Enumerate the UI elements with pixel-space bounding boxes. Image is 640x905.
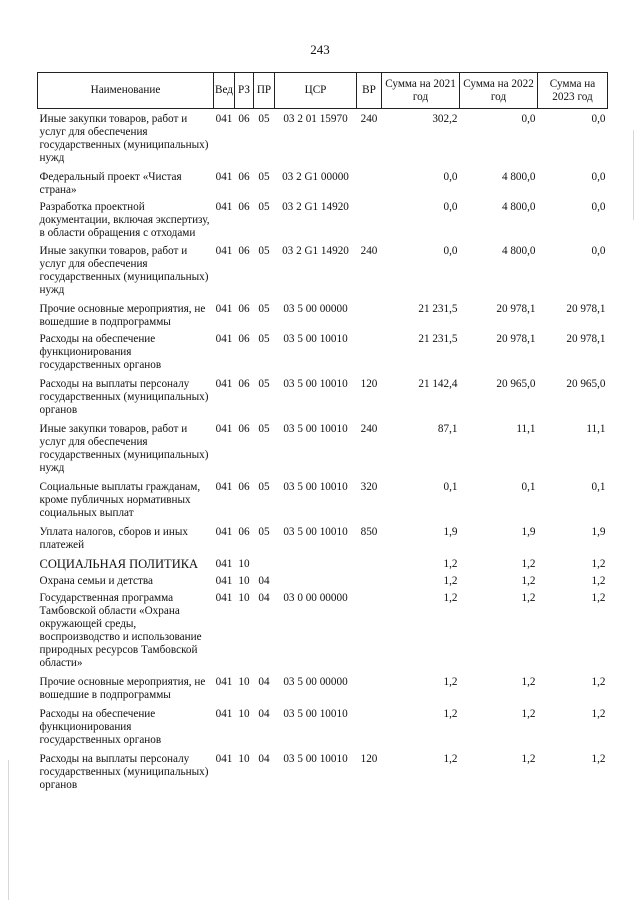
table-row: [38, 417, 608, 475]
row-vr: [357, 297, 382, 329]
row-rz: 06: [238, 481, 250, 493]
row-sum2022: 0,1: [521, 481, 536, 493]
table-row: [38, 165, 608, 197]
row-vr: 240: [360, 113, 378, 125]
row-csr: 03 5 00 10010: [283, 526, 348, 538]
row-ved: 041: [215, 526, 233, 538]
table-row: [38, 520, 608, 552]
row-ved: 041: [215, 708, 233, 720]
row-rz: 06: [238, 113, 250, 125]
table-row: [38, 372, 608, 417]
row-pr: 05: [258, 481, 270, 493]
col-sum2023-header: Сумма на 2023 год: [538, 73, 608, 109]
row-name: Иные закупки товаров, работ и услуг для обеспечения государственных (муниципальных) нужд: [39, 113, 209, 164]
row-pr: 05: [258, 171, 270, 183]
table-header: [38, 73, 608, 109]
table-row: [38, 702, 608, 747]
row-vr: 850: [360, 526, 378, 538]
row-name: Разработка проектной документации, включая экспертизу, в области обращения с отходами: [39, 201, 210, 239]
row-pr: 05: [258, 113, 270, 125]
row-sum2023: 1,2: [591, 676, 606, 688]
row-pr: 05: [258, 333, 270, 345]
row-name: Охрана семьи и детства: [39, 575, 153, 587]
col-csr-header: ЦСР: [275, 73, 357, 109]
margin-mark-top: [633, 130, 634, 220]
row-sum2023: 0,0: [591, 113, 606, 125]
table-row: [38, 552, 608, 571]
row-ved: 041: [215, 333, 233, 345]
table-row: [38, 109, 608, 166]
table-row: [38, 297, 608, 329]
row-pr: 05: [258, 378, 270, 390]
row-sum2022: 0,0: [521, 113, 536, 125]
row-pr: 04: [258, 575, 270, 587]
row-sum2021: 0,0: [443, 171, 458, 183]
row-sum2022: 4 800,0: [501, 201, 536, 213]
table-row: [38, 571, 608, 588]
row-vr: [357, 702, 382, 747]
row-ved: 041: [215, 113, 233, 125]
row-sum2022: 20 978,1: [496, 303, 536, 315]
row-vr: [357, 588, 382, 670]
row-name: Иные закупки товаров, работ и услуг для обеспечения государственных (муниципальных) нужд: [39, 245, 209, 296]
row-ved: 041: [215, 481, 233, 493]
row-sum2021: 302,2: [432, 113, 458, 125]
row-sum2023: 0,0: [591, 171, 606, 183]
row-csr: [275, 552, 357, 571]
row-sum2022: 1,2: [521, 575, 536, 587]
row-sum2023: 20 965,0: [566, 378, 606, 390]
row-name: Социальные выплаты гражданам, кроме публичных нормативных социальных выплат: [39, 481, 201, 519]
row-sum2021: 0,1: [443, 481, 458, 493]
row-name: Прочие основные мероприятия, не вошедшие в подпрограммы: [39, 303, 206, 328]
row-vr: [357, 670, 382, 702]
table-row: [38, 588, 608, 670]
row-sum2021: 1,9: [443, 526, 458, 538]
row-name: СОЦИАЛЬНАЯ ПОЛИТИКА: [39, 557, 199, 571]
row-sum2021: 1,2: [443, 592, 458, 604]
row-csr: 03 5 00 10010: [283, 378, 348, 390]
row-vr: 240: [360, 245, 378, 257]
row-ved: 041: [215, 575, 233, 587]
row-ved: 041: [215, 558, 233, 570]
row-vr: 320: [360, 481, 378, 493]
row-csr: 03 2 G1 14920: [282, 245, 349, 257]
row-sum2022: 1,2: [521, 753, 536, 765]
table-row: [38, 329, 608, 372]
row-pr: 04: [258, 708, 270, 720]
row-sum2023: 0,0: [591, 201, 606, 213]
row-csr: 03 5 00 10010: [283, 708, 348, 720]
row-csr: 03 2 G1 00000: [282, 171, 349, 183]
row-pr: 05: [258, 526, 270, 538]
row-csr: 03 2 G1 14920: [282, 201, 349, 213]
budget-table: [37, 72, 608, 792]
col-ved-header: Вед: [214, 73, 235, 109]
row-name: Расходы на выплаты персоналу государственных (муниципальных) органов: [39, 753, 209, 791]
row-sum2023: 20 978,1: [566, 333, 606, 345]
row-csr: 03 5 00 10010: [283, 481, 348, 493]
row-rz: 10: [238, 708, 250, 720]
row-pr: 04: [258, 592, 270, 604]
col-sum2022-header: Сумма на 2022 год: [460, 73, 538, 109]
row-name: Государственная программа Тамбовской области «Охрана окружающей среды, воспроизводство и использование природных ресурсов Тамбовской области»: [39, 592, 202, 669]
row-ved: 041: [215, 753, 233, 765]
row-rz: 06: [238, 333, 250, 345]
row-vr: 120: [360, 378, 378, 390]
row-pr: 04: [258, 676, 270, 688]
row-sum2022: 20 978,1: [496, 333, 536, 345]
col-pr-header: ПР: [254, 73, 275, 109]
row-rz: 10: [238, 575, 250, 587]
row-sum2021: 0,0: [443, 245, 458, 257]
row-sum2021: 0,0: [443, 201, 458, 213]
row-ved: 041: [215, 201, 233, 213]
row-vr: 240: [360, 423, 378, 435]
col-name-header: Наименование: [38, 73, 214, 109]
row-pr: [254, 552, 275, 571]
row-sum2022: 1,2: [521, 592, 536, 604]
row-sum2023: 1,2: [591, 753, 606, 765]
row-sum2023: 1,2: [591, 575, 606, 587]
row-sum2021: 1,2: [443, 558, 458, 570]
row-pr: 05: [258, 303, 270, 315]
col-vr-header: ВР: [357, 73, 382, 109]
row-sum2023: 1,9: [591, 526, 606, 538]
row-sum2023: 0,0: [591, 245, 606, 257]
row-sum2021: 1,2: [443, 708, 458, 720]
row-sum2021: 87,1: [437, 423, 458, 435]
row-rz: 06: [238, 423, 250, 435]
row-name: Расходы на выплаты персоналу государственных (муниципальных) органов: [39, 378, 209, 416]
row-rz: 10: [238, 753, 250, 765]
row-sum2022: 11,1: [516, 423, 536, 435]
row-sum2023: 0,1: [591, 481, 606, 493]
row-rz: 06: [238, 303, 250, 315]
table-row: [38, 240, 608, 297]
row-rz: 06: [238, 245, 250, 257]
table-row: [38, 475, 608, 520]
row-rz: 10: [238, 558, 250, 570]
table-row: [38, 670, 608, 702]
table-body: [38, 109, 608, 793]
row-sum2022: 4 800,0: [501, 171, 536, 183]
row-sum2022: 1,9: [521, 526, 536, 538]
row-sum2023: 20 978,1: [566, 303, 606, 315]
row-sum2021: 1,2: [443, 575, 458, 587]
row-sum2023: 11,1: [586, 423, 606, 435]
row-ved: 041: [215, 171, 233, 183]
row-sum2023: 1,2: [591, 558, 606, 570]
row-sum2021: 1,2: [443, 676, 458, 688]
row-ved: 041: [215, 423, 233, 435]
row-sum2023: 1,2: [591, 708, 606, 720]
row-sum2021: 21 142,4: [418, 378, 458, 390]
row-sum2022: 4 800,0: [501, 245, 536, 257]
row-csr: 03 2 01 15970: [283, 113, 348, 125]
row-csr: [275, 571, 357, 588]
row-pr: 04: [258, 753, 270, 765]
row-rz: 06: [238, 171, 250, 183]
row-name: Расходы на обеспечение функционирования государственных органов: [39, 708, 162, 746]
row-ved: 041: [215, 245, 233, 257]
row-ved: 041: [215, 592, 233, 604]
row-rz: 10: [238, 592, 250, 604]
row-sum2023: 1,2: [591, 592, 606, 604]
row-vr: [357, 197, 382, 240]
row-csr: 03 5 00 00000: [283, 676, 348, 688]
row-rz: 06: [238, 201, 250, 213]
row-name: Прочие основные мероприятия, не вошедшие в подпрограммы: [39, 676, 206, 701]
row-sum2021: 21 231,5: [418, 333, 458, 345]
row-vr: [357, 165, 382, 197]
row-rz: 06: [238, 378, 250, 390]
table-row: [38, 197, 608, 240]
row-vr: [357, 552, 382, 571]
table-row: [38, 747, 608, 792]
row-sum2022: 1,2: [521, 708, 536, 720]
col-rz-header: РЗ: [235, 73, 254, 109]
row-csr: 03 5 00 10010: [283, 423, 348, 435]
row-pr: 05: [258, 201, 270, 213]
row-name: Иные закупки товаров, работ и услуг для обеспечения государственных (муниципальных) нужд: [39, 423, 209, 474]
row-vr: [357, 571, 382, 588]
row-rz: 10: [238, 676, 250, 688]
row-sum2021: 1,2: [443, 753, 458, 765]
row-sum2021: 21 231,5: [418, 303, 458, 315]
row-csr: 03 5 00 10010: [283, 753, 348, 765]
row-sum2022: 1,2: [521, 676, 536, 688]
row-ved: 041: [215, 378, 233, 390]
row-pr: 05: [258, 423, 270, 435]
row-ved: 041: [215, 676, 233, 688]
row-ved: 041: [215, 303, 233, 315]
page-number: 243: [310, 42, 330, 57]
margin-mark-bottom: [8, 760, 9, 900]
row-pr: 05: [258, 245, 270, 257]
row-name: Расходы на обеспечение функционирования государственных органов: [39, 333, 162, 371]
row-name: Федеральный проект «Чистая страна»: [39, 171, 182, 196]
row-csr: 03 5 00 10010: [283, 333, 348, 345]
row-csr: 03 0 00 00000: [283, 592, 348, 604]
row-rz: 06: [238, 526, 250, 538]
row-sum2022: 1,2: [521, 558, 536, 570]
row-sum2022: 20 965,0: [496, 378, 536, 390]
row-vr: [357, 329, 382, 372]
row-vr: 120: [360, 753, 378, 765]
row-csr: 03 5 00 00000: [283, 303, 348, 315]
row-name: Уплата налогов, сборов и иных платежей: [39, 526, 189, 551]
col-sum2021-header: Сумма на 2021 год: [382, 73, 460, 109]
